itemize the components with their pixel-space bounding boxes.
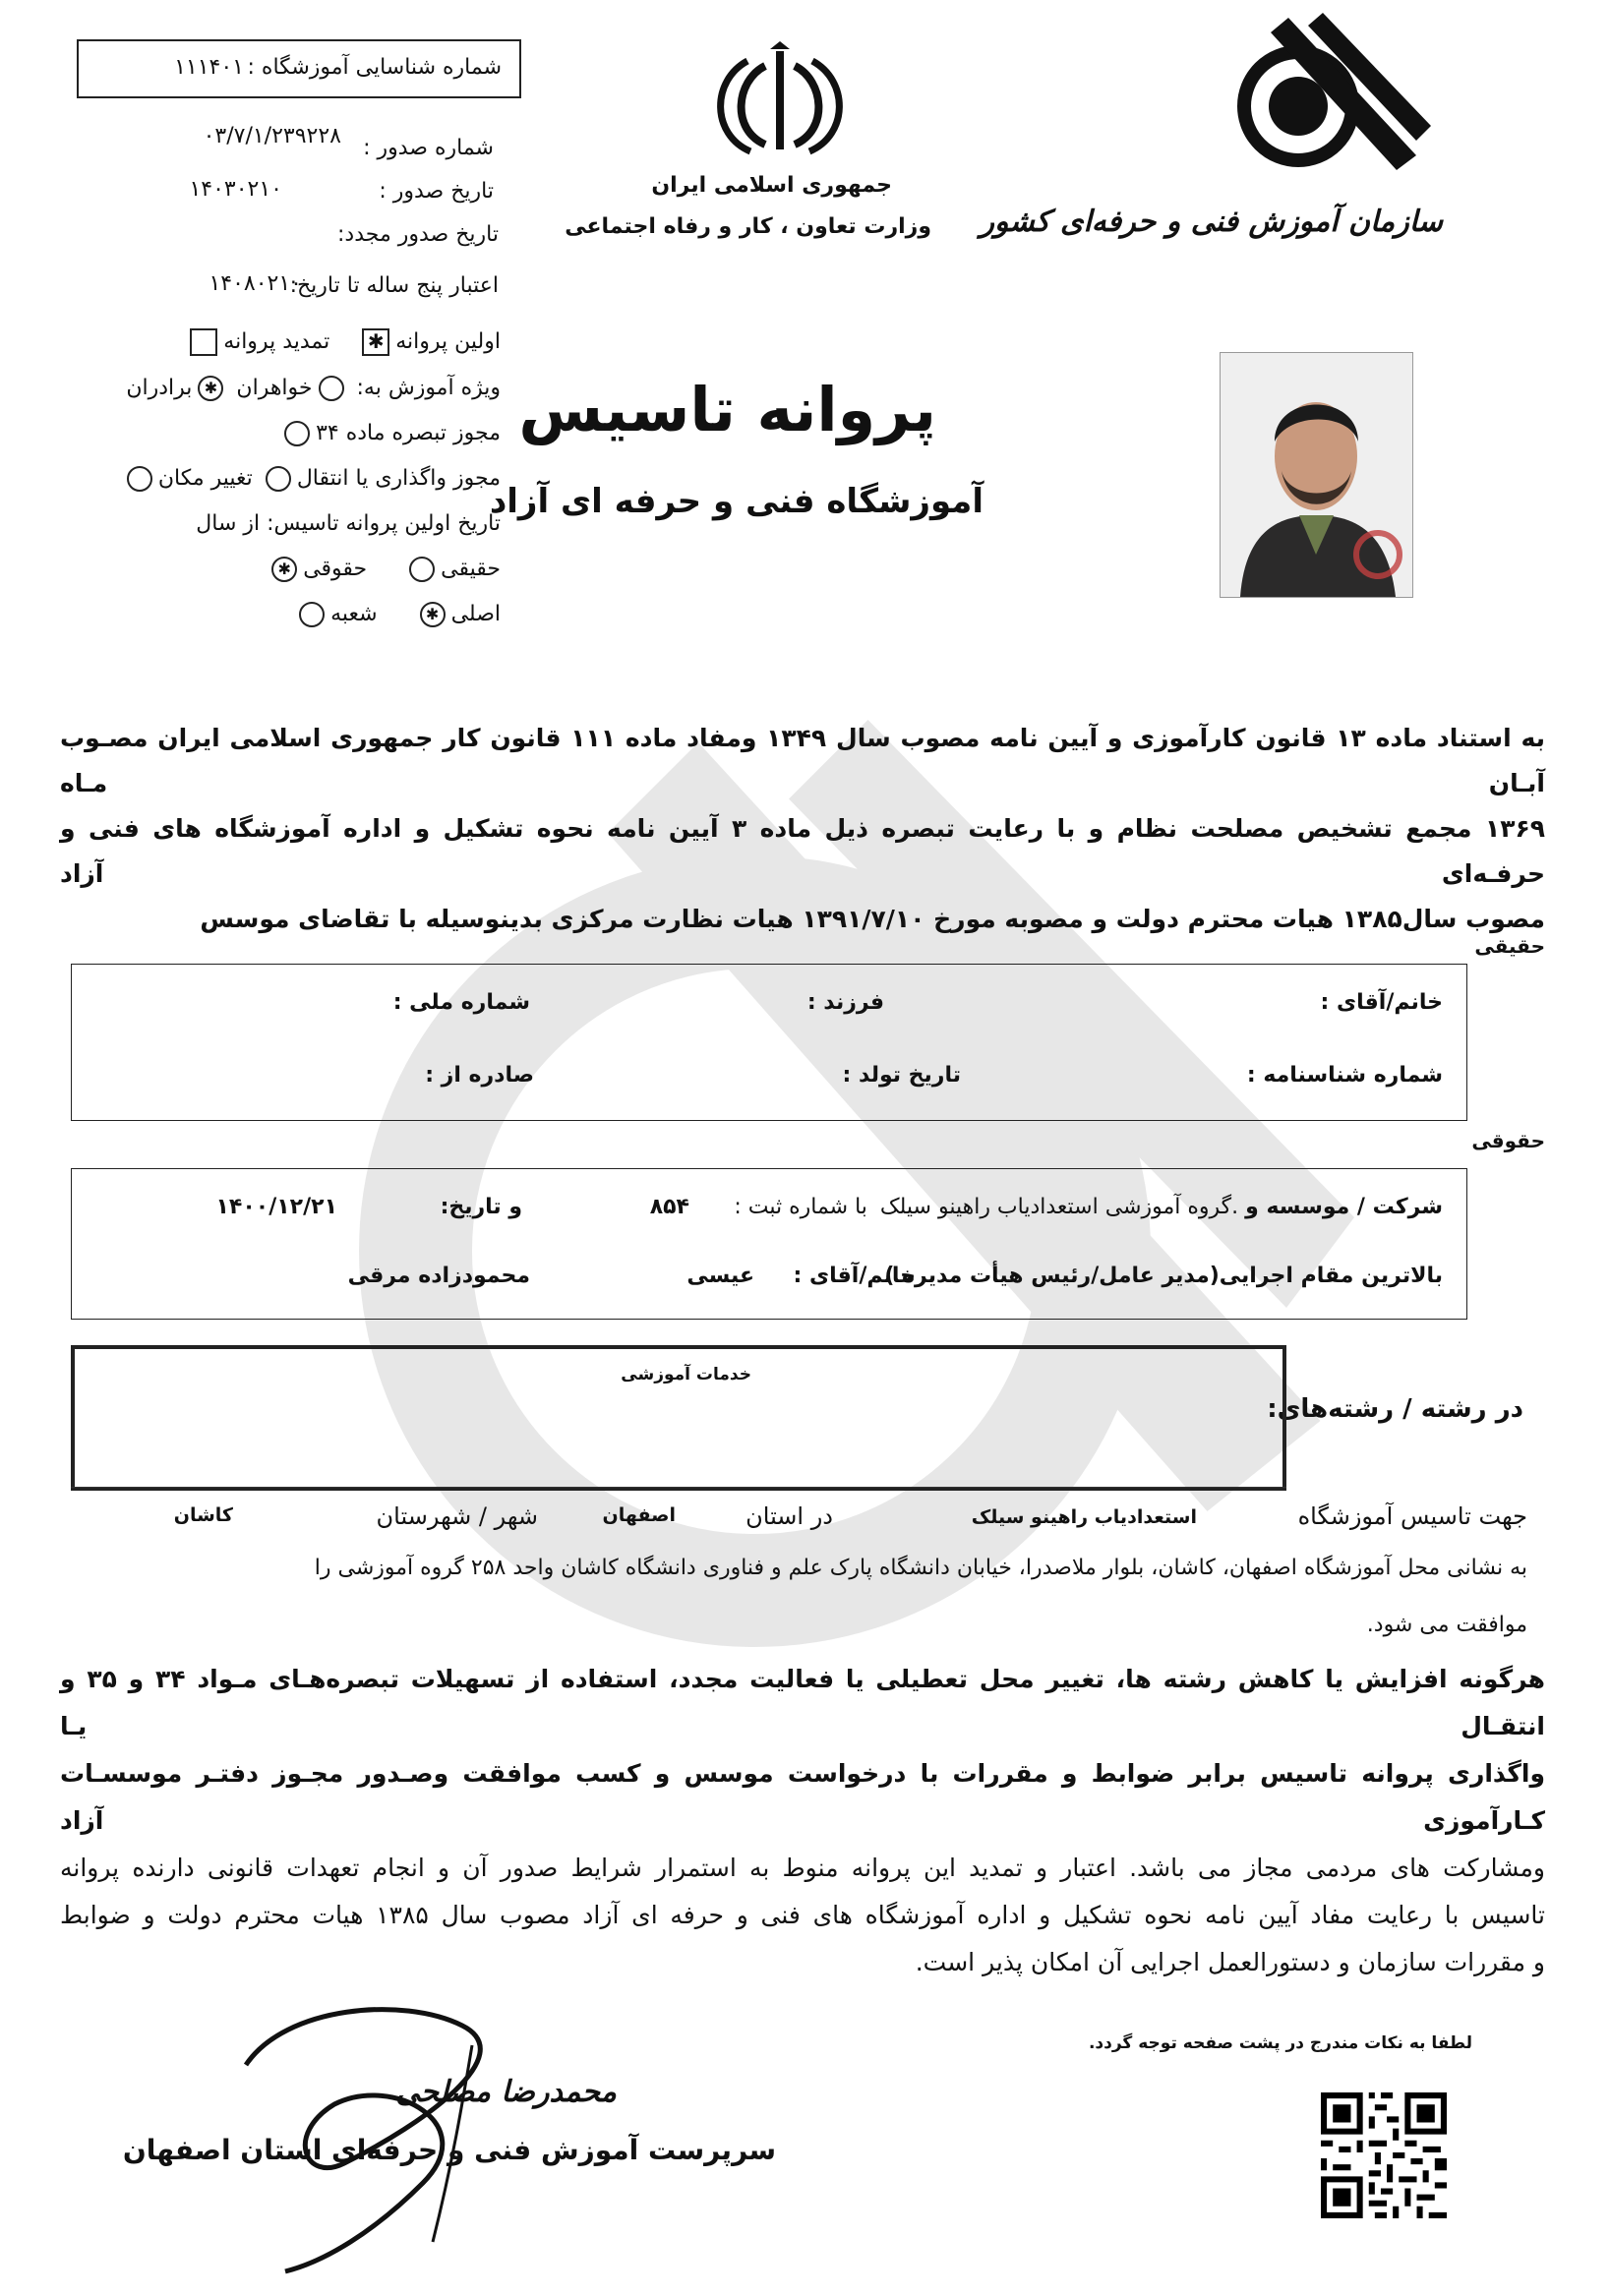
field-value: خدمات آموزشی (621, 1365, 751, 1384)
org-logo-text: سازمان آموزش فنی و حرفه‌ای کشور (980, 205, 1443, 239)
reissue-date-label: تاریخ صدور مجدد: (337, 222, 499, 247)
address-line: به نشانی محل آموزشگاه اصفهان، کاشان، بلوار ملاصدرا، خیابان دانشگاه پارک علم و فناوری دانشگاه کاشان واحد ۲۵۸ گروه آموزشی را (314, 1556, 1527, 1580)
field-underline (71, 1487, 1286, 1488)
issue-no-label: شماره صدور : (363, 136, 494, 160)
iran-emblem (706, 41, 854, 159)
brothers-radio[interactable]: ✱ (198, 376, 223, 401)
establish-label: جهت تاسیس آموزشگاه (1297, 1502, 1527, 1530)
legal-radio[interactable]: ✱ (271, 557, 297, 582)
birth-cert-label: شماره شناسنامه : (1246, 1063, 1443, 1088)
province-value: اصفهان (602, 1504, 676, 1526)
field-label: در رشته / رشته‌های: (1267, 1394, 1523, 1424)
city-value: کاشان (173, 1504, 233, 1526)
exec-mr-label: خانم/آقای : (793, 1264, 916, 1288)
real-heading: حقیقی (1474, 934, 1545, 958)
national-id-label: شماره ملی : (392, 990, 530, 1015)
org-id-value: ۱۱۱۴۰۱ (174, 55, 244, 80)
reg-no-value: ۸۵۴ (649, 1195, 689, 1219)
issued-from-label: صادره از : (425, 1063, 534, 1088)
org-id-label: شماره شناسایی آموزشگاه : (247, 55, 502, 80)
transfer-row: مجوز واگذاری یا انتقال تغییر مکان (121, 466, 501, 492)
first-license-checkbox[interactable]: ✱ (362, 328, 389, 356)
first-date-label: تاریخ اولین پروانه تاسیس: از سال (196, 511, 501, 536)
relocation-radio[interactable] (127, 466, 152, 492)
company-row: شرکت / موسسه و .گروه آموزشی استعدادیاب راهینو سیلک با شماره ثبت : (734, 1195, 1443, 1219)
exec-first-name: عیسی (686, 1264, 754, 1288)
reg-no-label: با شماره ثبت : (734, 1195, 867, 1219)
conditions-paragraph (60, 1656, 1545, 1986)
city-label: شهر / شهرستان (376, 1502, 538, 1530)
real-radio[interactable] (409, 557, 435, 582)
note34-radio[interactable] (284, 421, 310, 446)
real-person-box (71, 964, 1467, 1121)
page-title: پروانه تاسیس (518, 374, 936, 445)
intro-line: مصوب سال۱۳۸۵ هیات محترم دولت و مصوبه مورخ ۱۳۹۱/۷/۱۰ هیات نظارت مرکزی بدینوسیله با تقاضای موسس (200, 905, 1545, 933)
tvto-logo (1210, 8, 1436, 195)
exec-label: بالاترین مقام اجرایی(مدیر عامل/رئیس هیأت مدیره ) (884, 1264, 1443, 1288)
legal-heading: حقوقی (1471, 1129, 1545, 1152)
province-label: در استان (745, 1502, 833, 1530)
intro-paragraph (60, 716, 1545, 942)
issue-date-value: ۱۴۰۳۰۲۱۰ (189, 177, 282, 202)
license-type-row: اولین پروانه✱ تمدید پروانه (184, 328, 501, 356)
page-subtitle: آموزشگاه فنی و حرفه ای آزاد (489, 482, 984, 521)
signer-title: سرپرست آموزش فنی و حرفه‌ای استان اصفهان (122, 2134, 776, 2166)
legal-entity-box (71, 1168, 1467, 1320)
person-type-row: حقیقی حقوقی✱ (266, 557, 501, 582)
branch-type-row: اصلی✱ شعبه (293, 602, 501, 627)
org-id-box (77, 39, 521, 98)
condition-line: و مقررات سازمان و دستورالعمل اجرایی آن امکان پذیر است. (915, 1948, 1545, 1976)
date-value: ۱۴۰۰/۱۲/۲۱ (215, 1195, 337, 1219)
condition-line: تاسیس با رعایت مفاد آیین نامه نحوه تشکیل و اداره آموزشگاه های فنی و حرفه ای آزاد مصوب سال ۱۳۸۵ هیات محترم دولت و ضوابط (60, 1901, 1546, 1929)
intro-line: ۱۳۶۹ مجمع تشخیص مصلحت نظام و با رعایت تبصره ذیل ماده ۳ آیین نامه نحوه تشکیل و اداره آموزشگاه های فنی و حرفـه‌ای آزاد (60, 814, 1545, 888)
approved-text: موافقت می شود. (1366, 1613, 1527, 1637)
intro-line: به استناد ماده ۱۳ قانون کارآموزی و آیین نامه مصوب سال ۱۳۴۹ ومفاد ماده ۱۱۱ قانون کار جمهوری اسلامی ایران مصـوب آبـان مـاه (60, 724, 1545, 797)
condition-line: واگذاری پروانه تاسیس برابر ضوابط و مقررات با درخواست موسس و کسب موافقت وصـدور مجـوز دفتـر موسسـات کـارآموزی آزاد (60, 1759, 1545, 1835)
issue-no-value: ۰۳/۷/۱/۲۳۹۲۲۸ (203, 124, 341, 148)
ministry-text: وزارت تعاون ، کار و رفاه اجتماعی (565, 214, 931, 239)
validity-label: اعتبار پنج ساله تا تاریخ: (289, 273, 499, 298)
field-box (71, 1345, 1286, 1491)
mr-mrs-label: خانم/آقای : (1320, 990, 1443, 1015)
condition-line: ومشارکت های مردمی مجاز می باشد. اعتبار و تمدید این پروانه منوط به استمرار شرایط صدور آن و انجام تعهدات قانونی دارنده پروانه (60, 1854, 1545, 1882)
portrait-image (1221, 353, 1412, 597)
branch-radio[interactable] (299, 602, 325, 627)
note34-row: مجوز تبصره ماده ۳۴ (278, 421, 501, 446)
republic-text: جمهوری اسلامی ایران (651, 173, 892, 198)
main-radio[interactable]: ✱ (420, 602, 446, 627)
founder-photo (1220, 352, 1413, 598)
transfer-radio[interactable] (266, 466, 291, 492)
sisters-radio[interactable] (319, 376, 344, 401)
issue-date-label: تاریخ صدور : (379, 179, 494, 204)
condition-line: هرگونه افزایش یا کاهش رشته ها، تغییر محل تعطیلی یا فعالیت مجدد، استفاده از تسهیلات تبصره‌هـای مـواد ۳۴ و ۳۵ و انتقـال یـا (60, 1665, 1545, 1740)
back-note: لطفا به نکات مندرج در پشت صفحه توجه گردد. (1088, 2033, 1472, 2053)
qr-code (1321, 2092, 1447, 2218)
school-name: استعدادیاب راهینو سیلک (971, 1506, 1197, 1528)
company-name: .گروه آموزشی استعدادیاب راهینو سیلک (879, 1195, 1239, 1219)
exec-last-name: محمودزاده مرقی (347, 1264, 530, 1288)
signer-name: محمدرضا مصلحی (395, 2075, 617, 2109)
date-label: و تاریخ: (440, 1195, 522, 1219)
child-of-label: فرزند : (806, 990, 884, 1015)
validity-value: ۱۴۰۸۰۲۱۰ (209, 271, 302, 296)
birth-date-label: تاریخ تولد : (842, 1063, 961, 1088)
renewal-checkbox[interactable] (190, 328, 217, 356)
special-for-row: ویژه آموزش به: خواهران ✱برادران (126, 376, 501, 400)
